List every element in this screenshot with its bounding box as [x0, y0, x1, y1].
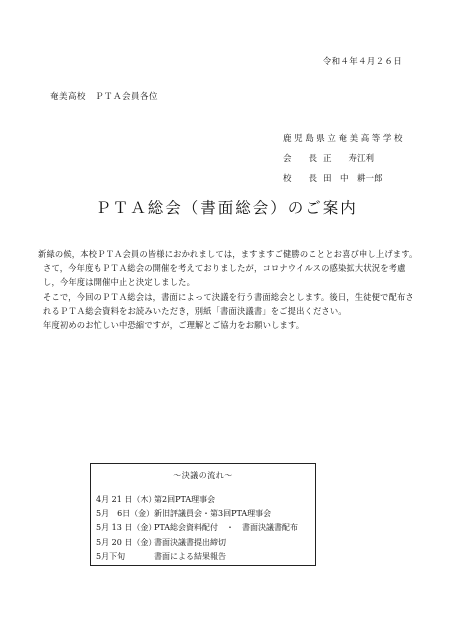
sender-block: [283, 129, 405, 189]
flow-item-event: 書面決議書提出締切: [154, 537, 226, 547]
flow-item-date: 5月 20 日（金）: [96, 537, 157, 547]
body-text: [38, 247, 420, 332]
flow-item-event: 新旧評議員会・第3回PTA理事会: [154, 509, 272, 519]
chair-name: 正 寿江利: [323, 154, 375, 164]
flow-item: [96, 550, 315, 564]
flow-item-event: 書面による結果報告: [154, 551, 226, 561]
body-paragraph-3: そこで，今回のＰＴＡ総会は，書面によって決議を行う書面総会とします。後日，生徒便で配布されるＰＴＡ総会資料をお読みいただき，別紙「書面決議書」をご提出ください。: [43, 291, 414, 316]
principal-role: 校 長: [283, 174, 318, 184]
sender-chair: [283, 149, 405, 169]
flow-list: [91, 493, 315, 564]
flow-item-event: 第2回PTA理事会: [154, 495, 216, 504]
flow-item-date: 5月 13 日（金）: [96, 523, 157, 533]
flow-item-date: 4月 21 日（木）: [96, 495, 157, 504]
flow-heading: ～決議の流れ～: [173, 471, 233, 480]
flow-item-date: 5月下旬: [96, 551, 126, 561]
body-paragraph-1: 新緑の候，本校ＰＴＡ会員の皆様におかれましては，ますますご健勝のこととお喜び申し上げます。: [38, 249, 418, 259]
flow-item-event: PTA総会資料配付 ・ 書面決議書配布: [154, 523, 299, 533]
document-date: 令和４年４月２６日: [322, 57, 402, 67]
principal-name: 田 中 耕一郎: [323, 174, 383, 184]
document-title: ＰＴＡ総会（書面総会）のご案内: [95, 199, 358, 217]
flow-item: [96, 507, 315, 521]
addressee: 奄美高校 ＰＴＡ会員各位: [50, 92, 159, 102]
resolution-flow-box: [90, 463, 316, 566]
flow-item-date: 5月 6日（金）: [96, 509, 155, 519]
sender-school: 鹿児島県立奄美高等学校: [283, 134, 406, 144]
body-paragraph-2: さて，今年度もＰＴＡ総会の開催を考えておりましたが，コロナウイルスの感染拡大状況を考慮し，今年度は開催中止と決定しました。: [43, 263, 406, 288]
chair-role: 会 長: [283, 154, 318, 164]
flow-item: [96, 536, 315, 550]
flow-item: [96, 493, 315, 507]
flow-item: [96, 521, 315, 535]
sender-principal: [283, 169, 405, 189]
body-paragraph-4: 年度初めのお忙しい中恐縮ですが，ご理解とご協力をお願いします。: [43, 320, 305, 331]
